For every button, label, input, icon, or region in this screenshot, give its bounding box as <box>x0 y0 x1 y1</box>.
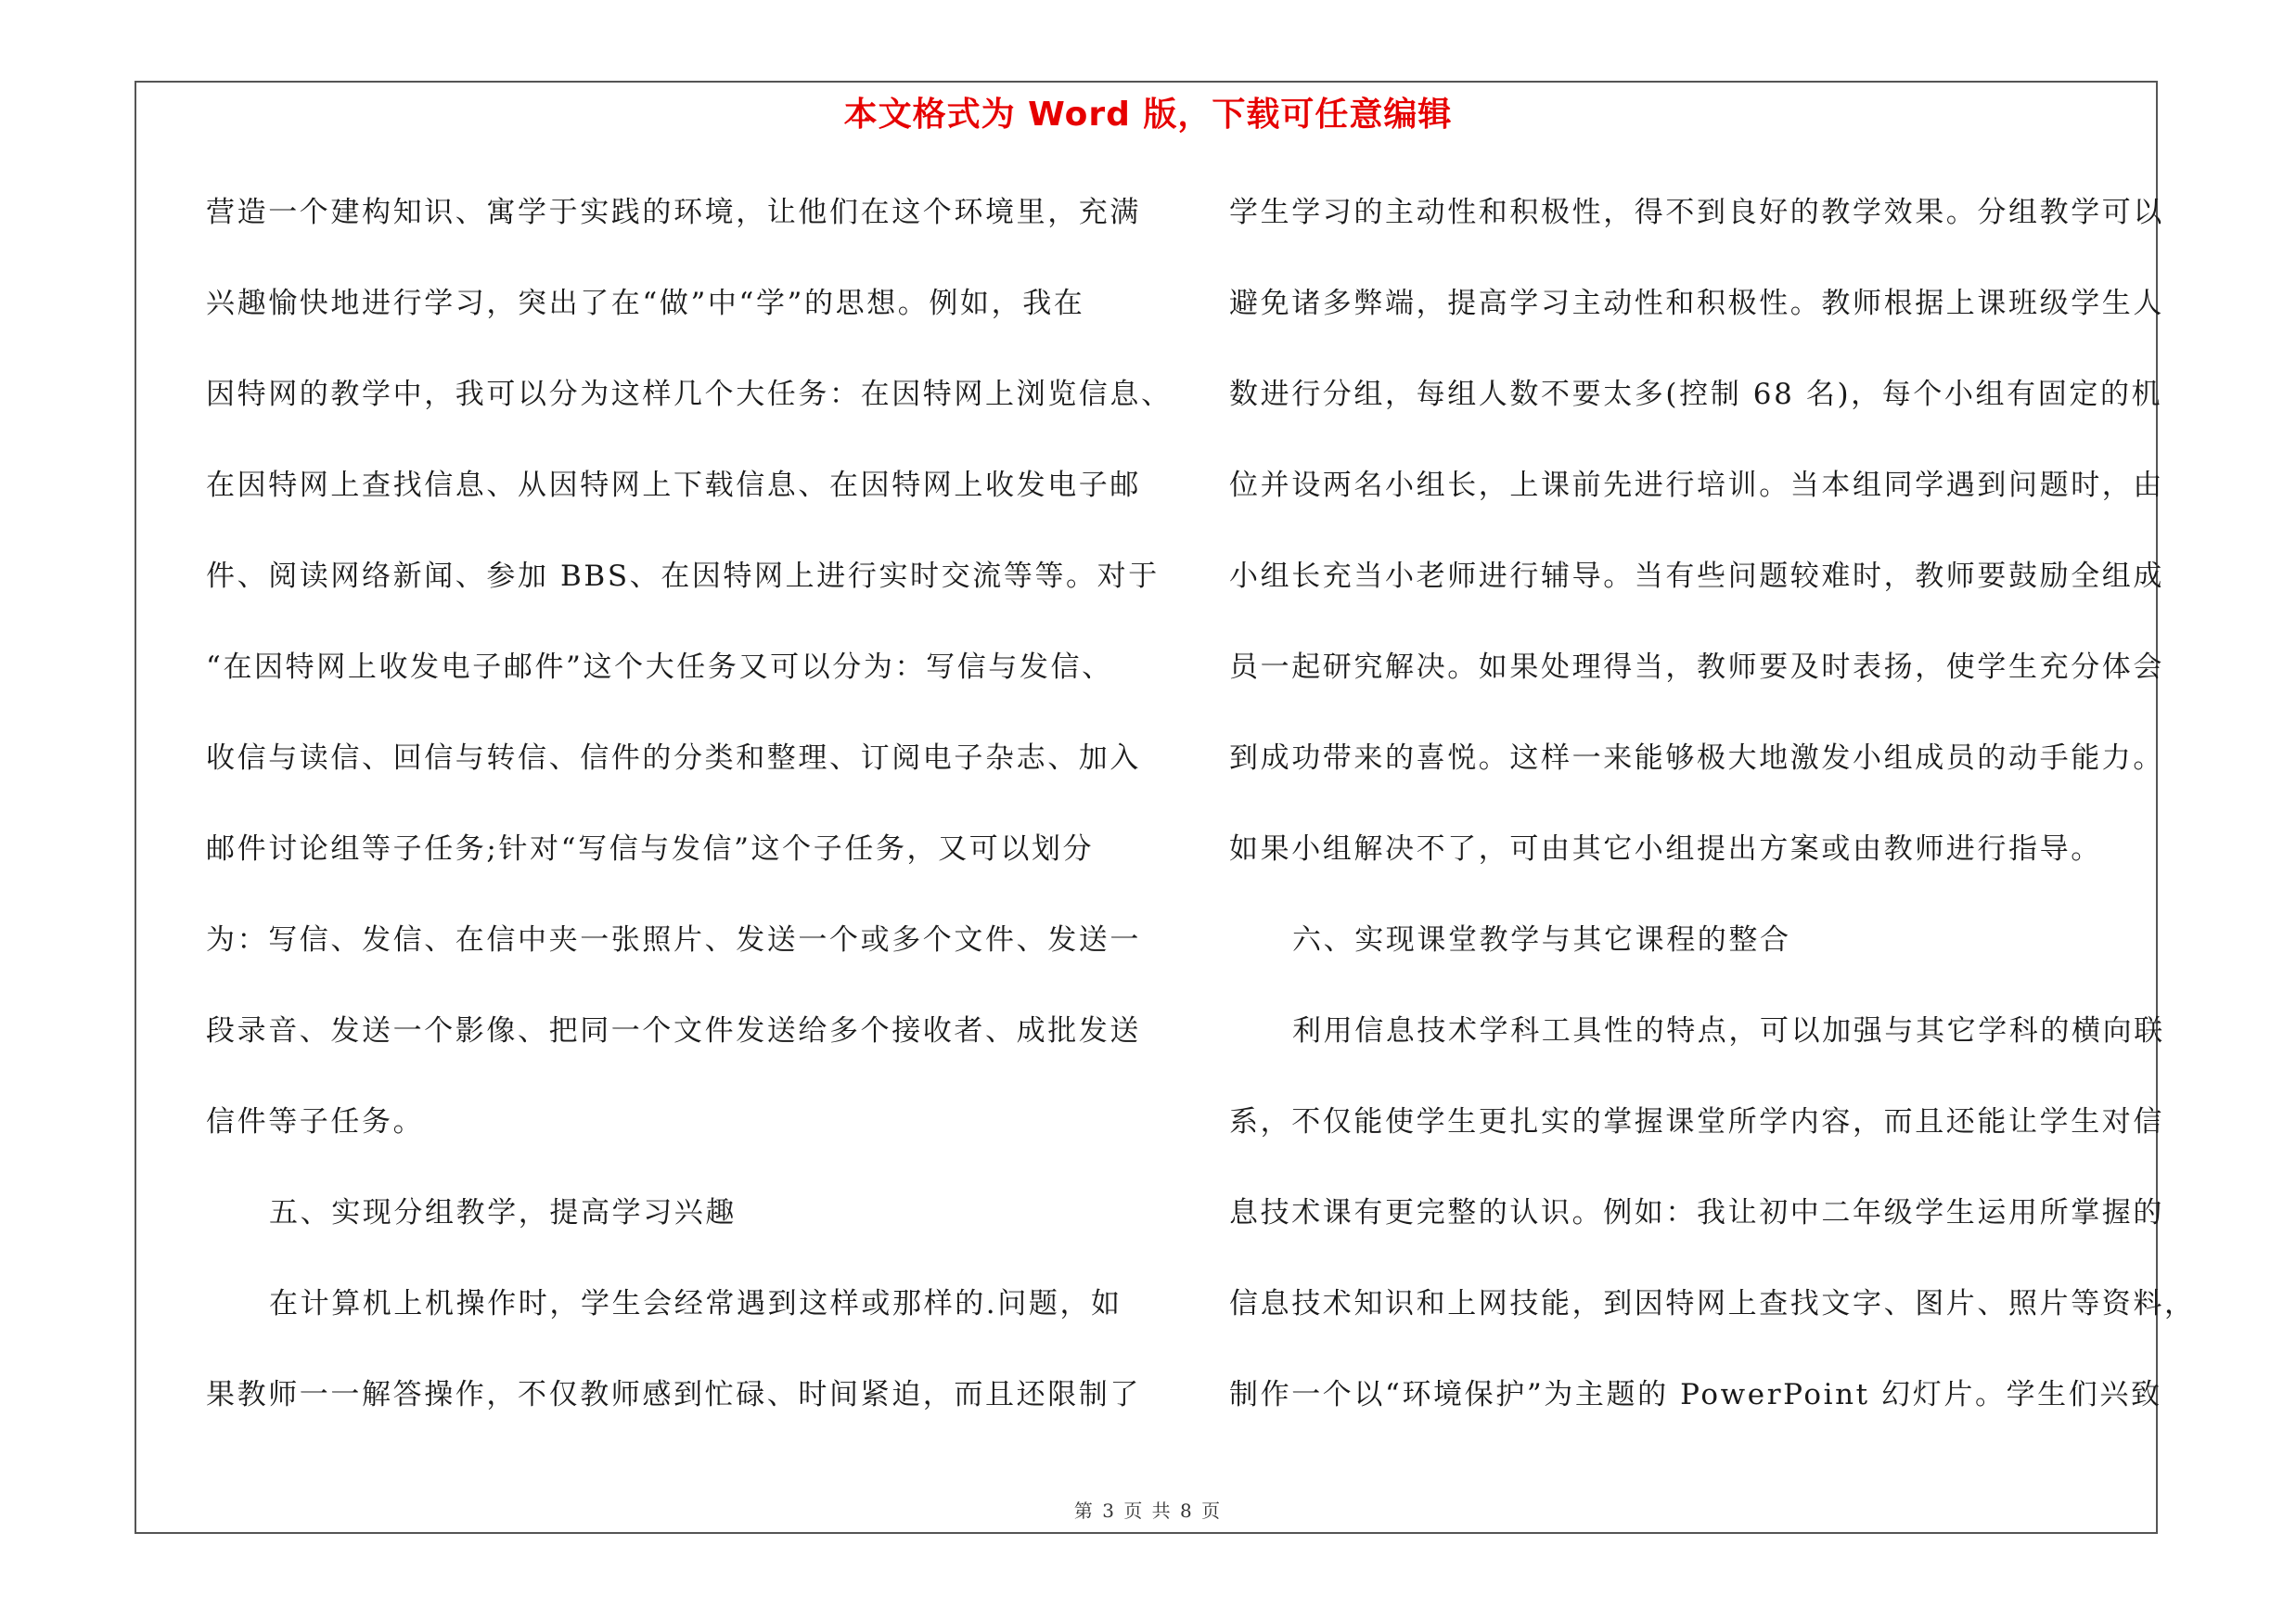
paragraph-line: 息技术课有更完整的认识。例如：我让初中二年级学生运用所掌握的 <box>1229 1196 2164 1230</box>
paragraph-line: 位并设两名小组长，上课前先进行培训。当本组同学遇到问题时，由 <box>1229 469 2164 502</box>
page-number-footer: 第 3 页 共 8 页 <box>1073 1500 1223 1522</box>
paragraph-line: 在因特网上查找信息、从因特网上下载信息、在因特网上收发电子邮 <box>206 469 1141 502</box>
paragraph-line: 果教师一一解答操作，不仅教师感到忙碌、时间紧迫，而且还限制了 <box>206 1378 1141 1411</box>
paragraph-line: 为：写信、发信、在信中夹一张照片、发送一个或多个文件、发送一 <box>206 923 1141 957</box>
paragraph-line: 因特网的教学中，我可以分为这样几个大任务：在因特网上浏览信息、 <box>206 378 1173 411</box>
paragraph-line: 段录音、发送一个影像、把同一个文件发送给多个接收者、成批发送 <box>206 1014 1141 1048</box>
text-column-right <box>1229 186 2196 1459</box>
text-column-left <box>206 186 1173 1459</box>
paragraph-line: 员一起研究解决。如果处理得当，教师要及时表扬，使学生充分体会 <box>1229 650 2164 684</box>
paragraph-line: 系，不仅能使学生更扎实的掌握课堂所学内容，而且还能让学生对信 <box>1229 1105 2164 1139</box>
paragraph-line: 兴趣愉快地进行学习，突出了在“做”中“学”的思想。例如，我在 <box>206 287 1085 320</box>
paragraph-line: 收信与读信、回信与转信、信件的分类和整理、订阅电子杂志、加入 <box>206 741 1141 775</box>
paragraph-line: 到成功带来的喜悦。这样一来能够极大地激发小组成员的动手能力。 <box>1229 741 2164 775</box>
paragraph-line: 避免诸多弊端，提高学习主动性和积极性。教师根据上课班级学生人 <box>1229 287 2164 320</box>
paragraph-line: 邮件讨论组等子任务;针对“写信与发信”这个子任务，又可以划分 <box>206 832 1095 866</box>
paragraph-line: 在计算机上机操作时，学生会经常遇到这样或那样的.问题，如 <box>269 1287 1122 1320</box>
paragraph-line: 小组长充当小老师进行辅导。当有些问题较难时，教师要鼓励全组成 <box>1229 560 2164 593</box>
paragraph-line: “在因特网上收发电子邮件”这个大任务又可以分为：写信与发信、 <box>206 650 1113 684</box>
paragraph-line: 营造一个建构知识、寓学于实践的环境，让他们在这个环境里，充满 <box>206 196 1141 229</box>
paragraph-line: 利用信息技术学科工具性的特点，可以加强与其它学科的横向联 <box>1292 1014 2165 1048</box>
section-heading: 六、实现课堂教学与其它课程的整合 <box>1292 923 1791 957</box>
paragraph-line: 件、阅读网络新闻、参加 BBS、在因特网上进行实时交流等等。对于 <box>206 560 1160 593</box>
paragraph-line: 数进行分组，每组人数不要太多(控制 68 名)，每个小组有固定的机 <box>1229 378 2163 411</box>
paragraph-line: 信息技术知识和上网技能，到因特网上查找文字、图片、照片等资料， <box>1229 1287 2196 1320</box>
paragraph-line: 学生学习的主动性和积极性，得不到良好的教学效果。分组教学可以 <box>1229 196 2164 229</box>
section-heading: 五、实现分组教学，提高学习兴趣 <box>269 1196 737 1230</box>
edit-notice-banner: 本文格式为 Word 版，下载可任意编辑 <box>843 96 1453 134</box>
paragraph-line: 如果小组解决不了，可由其它小组提出方案或由教师进行指导。 <box>1229 832 2102 866</box>
paragraph-line: 制作一个以“环境保护”为主题的 PowerPoint 幻灯片。学生们兴致 <box>1229 1378 2162 1411</box>
paragraph-line: 信件等子任务。 <box>206 1105 425 1139</box>
